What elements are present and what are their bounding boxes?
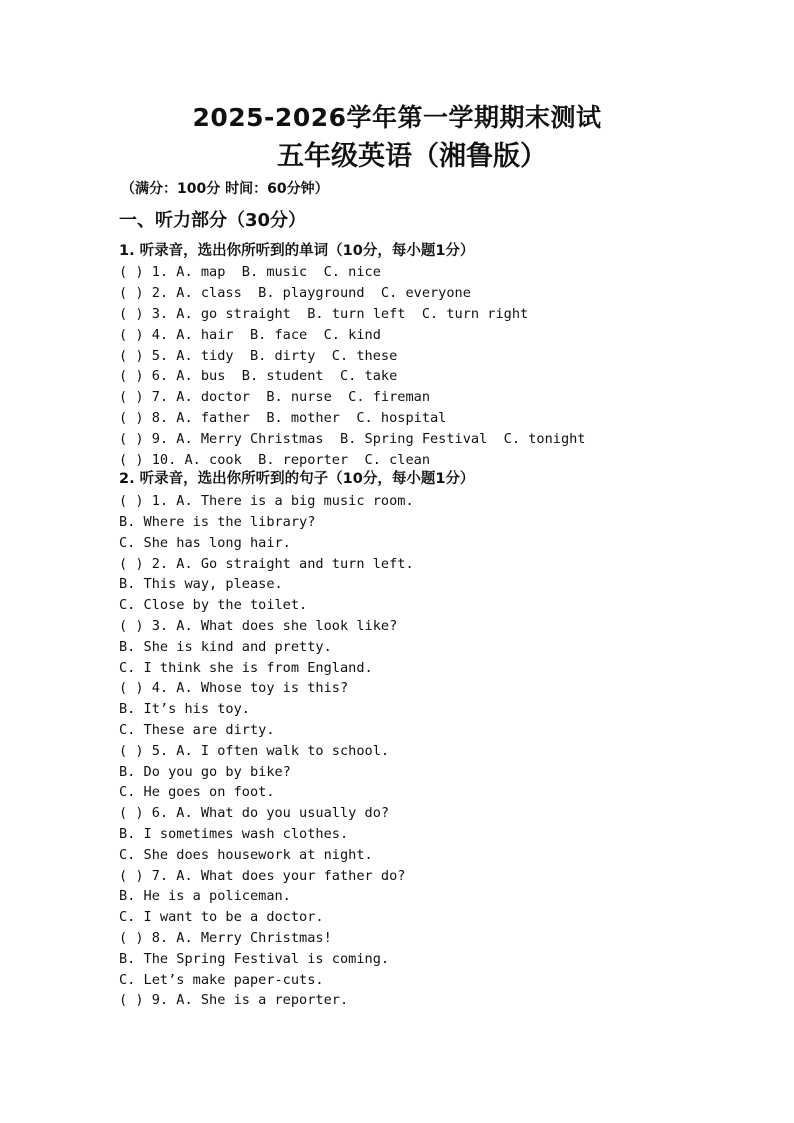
question-line: ( ) 7. A. What does your father do? [119, 868, 406, 884]
option-line: B. The Spring Festival is coming. [119, 951, 390, 967]
question-line: ( ) 5. A. I often walk to school. [119, 743, 390, 759]
option-line: B. She is kind and pretty. [119, 639, 332, 655]
option-line: C. Close by the toilet. [119, 597, 308, 613]
question-line: ( ) 1. A. map B. music C. nice [119, 264, 381, 280]
option-line: B. I sometimes wash clothes. [119, 826, 349, 842]
option-line: C. I think she is from England. [119, 660, 373, 676]
option-line: B. It’s his toy. [119, 701, 250, 717]
option-line: C. These are dirty. [119, 722, 275, 738]
question-line: ( ) 9. A. She is a reporter. [119, 992, 349, 1008]
question-line: ( ) 7. A. doctor B. nurse C. fireman [119, 389, 430, 405]
question-line: ( ) 6. A. What do you usually do? [119, 805, 390, 821]
part-heading-sentences: 2. 听录音，选出你所听到的句子（10分，每小题1分） [119, 471, 475, 487]
question-line: ( ) 8. A. Merry Christmas! [119, 930, 332, 946]
option-line: C. Let’s make paper-cuts. [119, 972, 324, 988]
question-line: ( ) 2. A. Go straight and turn left. [119, 556, 414, 572]
option-line: C. She has long hair. [119, 535, 291, 551]
exam-title: 2025-2026学年第一学期期末测试 [192, 103, 602, 132]
question-line: ( ) 4. A. hair B. face C. kind [119, 327, 381, 343]
part-heading-words: 1. 听录音，选出你所听到的单词（10分，每小题1分） [119, 243, 475, 259]
option-line: C. She does housework at night. [119, 847, 373, 863]
option-line: B. He is a policeman. [119, 888, 291, 904]
question-line: ( ) 4. A. Whose toy is this? [119, 680, 349, 696]
question-line: ( ) 1. A. There is a big music room. [119, 493, 414, 509]
option-line: C. He goes on foot. [119, 784, 275, 800]
question-line: ( ) 3. A. What does she look like? [119, 618, 398, 634]
question-line: ( ) 3. A. go straight B. turn left C. turn right [119, 306, 529, 322]
question-line: ( ) 6. A. bus B. student C. take [119, 368, 398, 384]
section-heading-listening: 一、听力部分（30分） [119, 210, 307, 231]
exam-meta: （满分：100分 时间：60分钟） [121, 181, 329, 197]
option-line: B. Where is the library? [119, 514, 316, 530]
question-line: ( ) 5. A. tidy B. dirty C. these [119, 348, 398, 364]
question-line: ( ) 2. A. class B. playground C. everyone [119, 285, 471, 301]
exam-subtitle: 五年级英语（湘鲁版） [277, 141, 547, 172]
option-line: C. I want to be a doctor. [119, 909, 324, 925]
option-line: B. Do you go by bike? [119, 764, 291, 780]
question-line: ( ) 9. A. Merry Christmas B. Spring Festival C. tonight [119, 431, 586, 447]
question-line: ( ) 10. A. cook B. reporter C. clean [119, 452, 430, 468]
question-line: ( ) 8. A. father B. mother C. hospital [119, 410, 447, 426]
option-line: B. This way, please. [119, 576, 283, 592]
